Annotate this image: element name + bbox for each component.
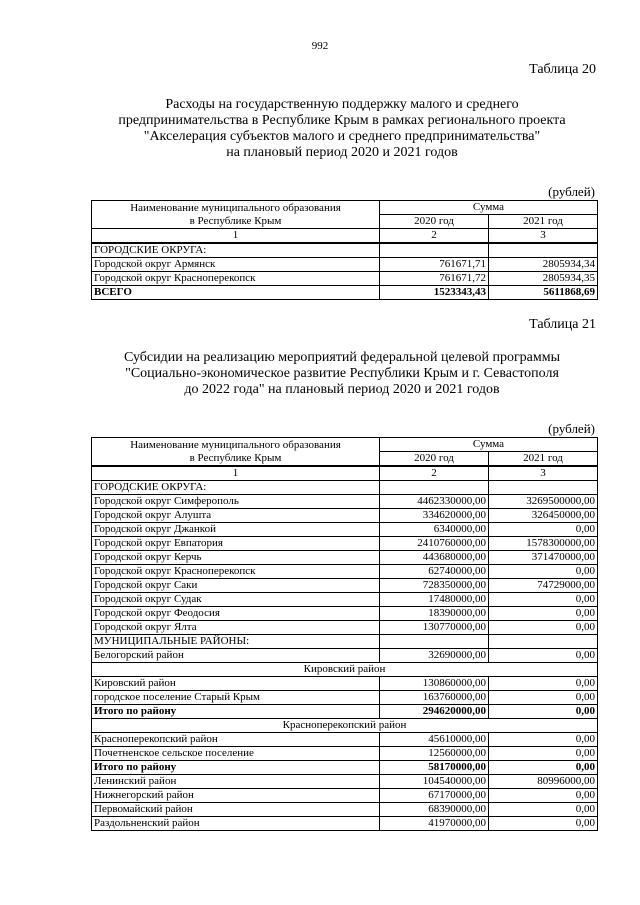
row-value-2021: 80996000,00	[489, 775, 598, 789]
row-value-2021: 74729000,00	[489, 579, 598, 593]
row-value-2020: 761671,72	[380, 272, 489, 286]
empty-cell	[489, 481, 598, 495]
column-number: 3	[489, 229, 598, 244]
column-number-row	[92, 466, 598, 481]
title-line: "Акселерация субъектов малого и среднего предпринимательства"	[143, 129, 541, 144]
row-value-2021: 2805934,34	[489, 258, 598, 272]
row-name: Городской округ Евпатория	[92, 537, 380, 551]
row-name: Почетненское сельское поселение	[92, 747, 380, 761]
total-value-2021: 5611868,69	[489, 286, 598, 300]
table-20	[91, 200, 598, 300]
table-row	[92, 523, 598, 537]
row-name: Городской округ Судак	[92, 593, 380, 607]
table-row	[92, 509, 598, 523]
row-value-2021: 326450000,00	[489, 509, 598, 523]
row-value-2020: 41970000,00	[380, 817, 489, 831]
subtotal-row	[92, 761, 598, 775]
title-line: до 2022 года" на плановый период 2020 и 2021 годов	[184, 382, 500, 397]
row-name: Городской округ Алушта	[92, 509, 380, 523]
page-number: 992	[311, 40, 329, 52]
table-20-label: Таблица 20	[529, 62, 596, 77]
empty-cell	[489, 635, 598, 649]
table-row	[92, 579, 598, 593]
table-row	[92, 565, 598, 579]
row-value-2021: 0,00	[489, 691, 598, 705]
row-value-2021: 0,00	[489, 565, 598, 579]
row-name: Нижнегорский район	[92, 789, 380, 803]
header-year-2020: 2020 год	[380, 215, 489, 229]
header-row	[92, 201, 598, 215]
empty-cell	[380, 635, 489, 649]
row-name: Кировский район	[92, 677, 380, 691]
table-20-title	[92, 97, 592, 161]
row-name: Раздольненский район	[92, 817, 380, 831]
row-value-2021: 0,00	[489, 523, 598, 537]
table-row	[92, 691, 598, 705]
table-row	[92, 789, 598, 803]
row-name: Городской округ Джанкой	[92, 523, 380, 537]
header-name-line2: в Республике Крым	[189, 214, 282, 227]
table-20-units: (рублей)	[548, 184, 595, 199]
title-line: Субсидии на реализацию мероприятий федеральной целевой программы	[123, 350, 561, 365]
title-line: предпринимательства в Республике Крым в рамках регионального проекта	[118, 113, 566, 128]
row-value-2020: 163760000,00	[380, 691, 489, 705]
header-name-line1: Наименование муниципального образования	[130, 438, 341, 451]
section-row	[92, 243, 598, 258]
row-value-2021: 0,00	[489, 747, 598, 761]
table-row	[92, 775, 598, 789]
column-number-row	[92, 229, 598, 244]
table-21-title	[92, 350, 592, 398]
row-value-2020: 32690000,00	[380, 649, 489, 663]
table-21	[91, 437, 598, 831]
row-value-2021: 0,00	[489, 677, 598, 691]
row-value-2021: 0,00	[489, 789, 598, 803]
row-name: городское поселение Старый Крым	[92, 691, 380, 705]
subtotal-value-2021: 0,00	[489, 761, 598, 775]
table-row	[92, 551, 598, 565]
row-value-2020: 67170000,00	[380, 789, 489, 803]
row-value-2020: 130860000,00	[380, 677, 489, 691]
row-value-2020: 17480000,00	[380, 593, 489, 607]
row-value-2020: 6340000,00	[380, 523, 489, 537]
column-number: 2	[380, 466, 489, 481]
row-value-2021: 2805934,35	[489, 272, 598, 286]
empty-cell	[489, 243, 598, 258]
header-name-line1: Наименование муниципального образования	[130, 201, 341, 214]
section-label: МУНИЦИПАЛЬНЫЕ РАЙОНЫ:	[92, 635, 380, 649]
header-year-2021: 2021 год	[489, 452, 598, 467]
row-name: Городской округ Армянск	[92, 258, 380, 272]
group-heading: Красноперекопский район	[92, 719, 598, 733]
row-name: Ленинский район	[92, 775, 380, 789]
row-value-2020: 334620000,00	[380, 509, 489, 523]
total-label: ВСЕГО	[92, 286, 380, 300]
row-value-2021: 1578300000,00	[489, 537, 598, 551]
row-name: Городской округ Феодосия	[92, 607, 380, 621]
row-name: Красноперекопский район	[92, 733, 380, 747]
table-row	[92, 258, 598, 272]
section-label: ГОРОДСКИЕ ОКРУГА:	[92, 243, 380, 258]
table-row	[92, 649, 598, 663]
row-name: Городской округ Саки	[92, 579, 380, 593]
row-name: Первомайский район	[92, 803, 380, 817]
row-value-2021: 3269500000,00	[489, 495, 598, 509]
table-row	[92, 803, 598, 817]
row-value-2020: 130770000,00	[380, 621, 489, 635]
table-row	[92, 272, 598, 286]
row-value-2020: 62740000,00	[380, 565, 489, 579]
row-name: Городской округ Ялта	[92, 621, 380, 635]
total-row	[92, 286, 598, 300]
table-row	[92, 747, 598, 761]
row-value-2020: 12560000,00	[380, 747, 489, 761]
row-value-2020: 4462330000,00	[380, 495, 489, 509]
table-row	[92, 537, 598, 551]
row-value-2020: 728350000,00	[380, 579, 489, 593]
group-heading-row	[92, 663, 598, 677]
row-value-2021: 0,00	[489, 621, 598, 635]
section-row	[92, 481, 598, 495]
row-name: Городской округ Красноперекопск	[92, 272, 380, 286]
header-year-2021: 2021 год	[489, 215, 598, 229]
table-21-units: (рублей)	[548, 421, 595, 436]
table-row	[92, 817, 598, 831]
empty-cell	[380, 481, 489, 495]
header-name-line2: в Республике Крым	[189, 451, 282, 464]
section-label: ГОРОДСКИЕ ОКРУГА:	[92, 481, 380, 495]
row-value-2020: 761671,71	[380, 258, 489, 272]
header-name-cell	[92, 438, 380, 467]
row-value-2020: 45610000,00	[380, 733, 489, 747]
row-value-2020: 2410760000,00	[380, 537, 489, 551]
table-row	[92, 733, 598, 747]
row-value-2020: 104540000,00	[380, 775, 489, 789]
row-name: Городской округ Красноперекопск	[92, 565, 380, 579]
row-value-2020: 443680000,00	[380, 551, 489, 565]
column-number: 1	[92, 466, 380, 481]
row-value-2021: 0,00	[489, 733, 598, 747]
subtotal-label: Итого по району	[92, 761, 380, 775]
row-value-2020: 68390000,00	[380, 803, 489, 817]
group-heading: Кировский район	[92, 663, 598, 677]
empty-cell	[380, 243, 489, 258]
subtotal-label: Итого по району	[92, 705, 380, 719]
title-line: Расходы на государственную поддержку малого и среднего	[165, 97, 519, 112]
column-number: 1	[92, 229, 380, 244]
row-value-2021: 0,00	[489, 649, 598, 663]
row-name: Городской округ Керчь	[92, 551, 380, 565]
total-value-2020: 1523343,43	[380, 286, 489, 300]
row-value-2021: 0,00	[489, 817, 598, 831]
column-number: 2	[380, 229, 489, 244]
title-line: на плановый период 2020 и 2021 годов	[226, 145, 458, 160]
subtotal-value-2021: 0,00	[489, 705, 598, 719]
row-value-2020: 18390000,00	[380, 607, 489, 621]
table-row	[92, 607, 598, 621]
header-name-cell	[92, 201, 380, 229]
row-name: Городской округ Симферополь	[92, 495, 380, 509]
subtotal-value-2020: 58170000,00	[380, 761, 489, 775]
table-21-label: Таблица 21	[529, 317, 596, 332]
row-value-2021: 0,00	[489, 607, 598, 621]
table-row	[92, 593, 598, 607]
subtotal-value-2020: 294620000,00	[380, 705, 489, 719]
row-value-2021: 371470000,00	[489, 551, 598, 565]
header-sum: Сумма	[380, 438, 598, 452]
title-line: "Социально-экономическое развитие Республики Крым и г. Севастополя	[125, 366, 559, 381]
header-year-2020: 2020 год	[380, 452, 489, 467]
table-row	[92, 621, 598, 635]
row-name: Белогорский район	[92, 649, 380, 663]
row-value-2021: 0,00	[489, 593, 598, 607]
header-sum: Сумма	[380, 201, 598, 215]
column-number: 3	[489, 466, 598, 481]
group-heading-row	[92, 719, 598, 733]
section-row	[92, 635, 598, 649]
header-row	[92, 438, 598, 452]
table-row	[92, 677, 598, 691]
table-row	[92, 495, 598, 509]
row-value-2021: 0,00	[489, 803, 598, 817]
subtotal-row	[92, 705, 598, 719]
